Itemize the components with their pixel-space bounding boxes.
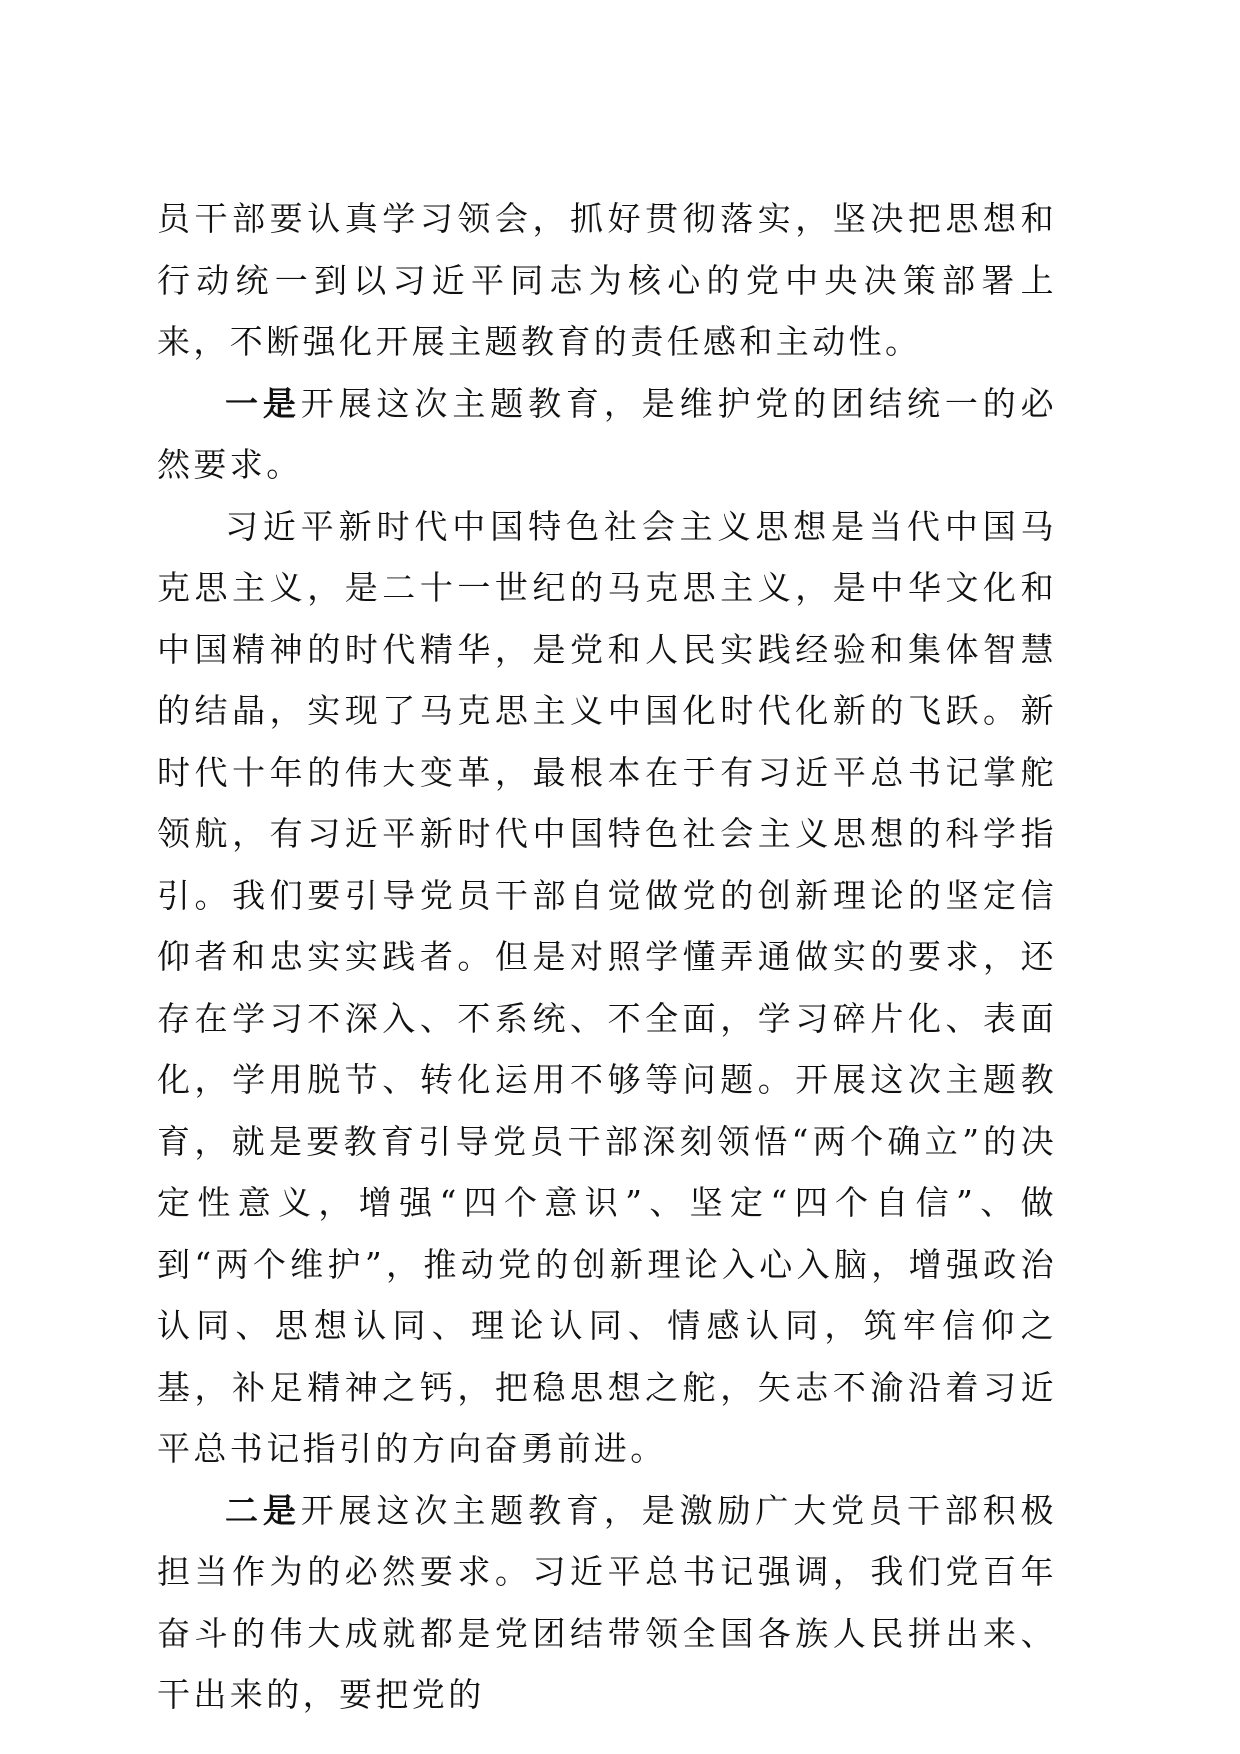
- paragraph-point-one: [157, 373, 1057, 496]
- point-two-lead: 二是: [225, 1490, 301, 1530]
- paragraph-point-two: [157, 1480, 1057, 1726]
- point-one-lead: 一是: [225, 383, 301, 423]
- point-one-text: 开展这次主题教育，是维护党的团结统一的必然要求。: [157, 383, 1057, 484]
- point-two-text: 开展这次主题教育，是激励广大党员干部积极担当作为的必然要求。习近平总书记强调，我们党百年奋斗的伟大成就都是党团结带领全国各族人民拼出来、干出来的，要把党的: [157, 1490, 1057, 1714]
- paragraph-continuation: 员干部要认真学习领会，抓好贯彻落实，坚决把思想和行动统一到以习近平同志为核心的党中央决策部署上来，不断强化开展主题教育的责任感和主动性。: [157, 199, 1057, 361]
- body-text: [157, 188, 1057, 1726]
- paragraph-thought-explanation: 习近平新时代中国特色社会主义思想是当代中国马克思主义，是二十一世纪的马克思主义，是中华文化和中国精神的时代精华，是党和人民实践经验和集体智慧的结晶，实现了马克思主义中国化时代化新的飞跃。新时代十年的伟大变革，最根本在于有习近平总书记掌舵领航，有习近平新时代中国特色社会主义思想的科学指引。我们要引导党员干部自觉做党的创新理论的坚定信仰者和忠实实践者。但是对照学懂弄通做实的要求，还存在学习不深入、不系统、不全面，学习碎片化、表面化，学用脱节、转化运用不够等问题。开展这次主题教育，就是要教育引导党员干部深刻领悟“两个确立”的决定性意义，增强“四个意识”、坚定“四个自信”、做到“两个维护”，推动党的创新理论入心入脑，增强政治认同、思想认同、理论认同、情感认同，筑牢信仰之基，补足精神之钙，把稳思想之舵，矢志不渝沿着习近平总书记指引的方向奋勇前进。: [157, 506, 1057, 1468]
